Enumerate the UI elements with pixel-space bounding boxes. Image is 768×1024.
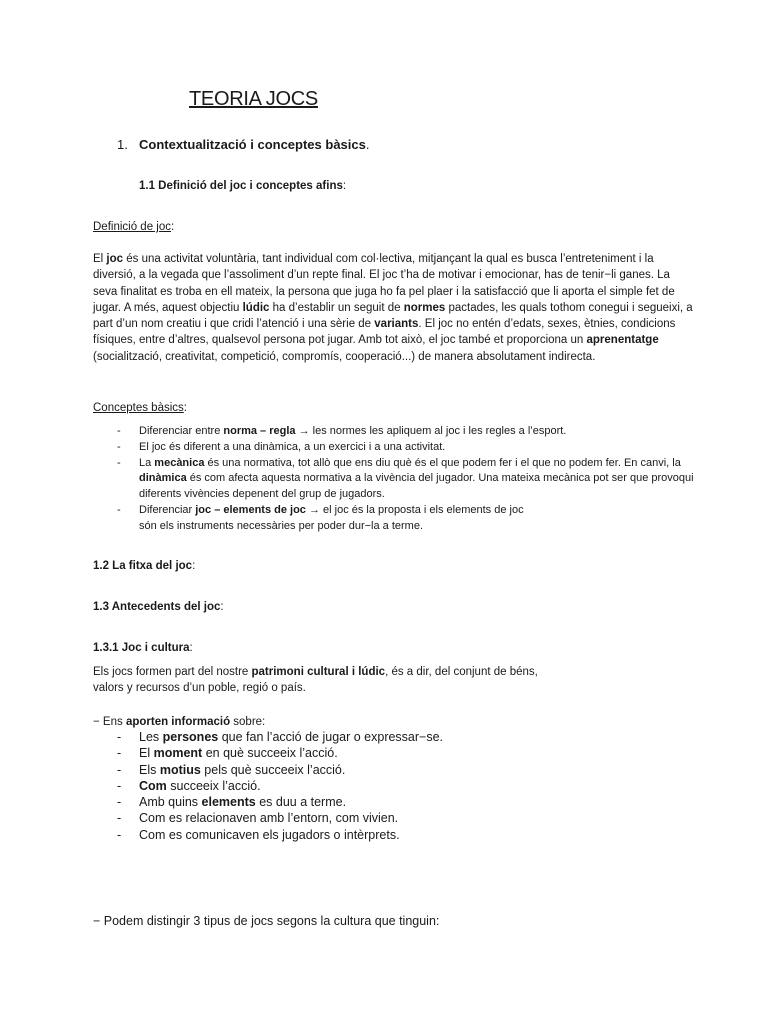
list-item: - El joc és diferent a una dinàmica, a un exercici i a una activitat.: [117, 440, 446, 453]
list-item: - Diferenciar joc – elements de joc → el joc és la proposta i els elements de joc són els instruments necessàries per poder dur−la a terme.: [117, 503, 524, 532]
conceptes-list: [117, 424, 697, 535]
section-1-3-heading: 1.3 Antecedents del joc:: [93, 601, 224, 613]
list-item: - El moment en què succeeix l’acció.: [117, 746, 338, 761]
section-1-1-heading: 1.1 Definició del joc i conceptes afins:: [139, 180, 347, 192]
section-1-title: Contextualització i conceptes bàsics: [139, 137, 366, 152]
cultura-paragraph: Els jocs formen part del nostre patrimoni cultural i lúdic, és a dir, del conjunt de béns, valors y recursos d’un poble, regió o país.: [93, 666, 538, 695]
conceptes-label: Conceptes bàsics:: [93, 402, 187, 414]
section-1-3-1-heading: 1.3.1 Joc i cultura:: [93, 642, 193, 654]
aporten-intro: − Ens aporten informació sobre:: [93, 716, 266, 728]
list-item: - Com es relacionaven amb l’entorn, com vivien.: [117, 811, 399, 826]
distingir-paragraph: − Podem distingir 3 tipus de jocs segons la cultura que tinguin:: [93, 914, 440, 928]
list-item: - La mecànica és una normativa, tot allò que ens diu què és el que podem fer i el que no podem fer. En canvi, la dinàmica és com afecta aquesta normativa a la vivència del jugador. Una mateixa mecànica pot ser que provoqui diferents vivències depenent del grup de jugadors.: [117, 456, 694, 501]
section-1-heading: 1. Contextualització i conceptes bàsics.: [117, 137, 370, 152]
list-item: - Com succeeix l’acció.: [117, 778, 261, 793]
section-1-number: 1.: [117, 137, 128, 152]
section-1-2-heading: 1.2 La fitxa del joc:: [93, 560, 196, 572]
list-item: - Les persones que fan l’acció de jugar o expressar−se.: [117, 730, 444, 744]
list-item: - Els motius pels què succeeix l’acció.: [117, 762, 346, 777]
definicio-label: Definició de joc:: [93, 221, 175, 233]
list-item: - Diferenciar entre norma – regla → les normes les apliquem al joc i les regles a l’esport.: [117, 425, 567, 437]
section-1-1-title: 1.1 Definició del joc i conceptes afins: [139, 180, 343, 192]
list-item: - Amb quins elements es duu a terme.: [117, 795, 347, 810]
document-title: TEORIA JOCS: [189, 88, 318, 110]
aporten-list: [117, 729, 697, 843]
list-item: - Com es comunicaven els jugadors o intèrprets.: [117, 827, 400, 842]
definicio-paragraph: El joc és una activitat voluntària, tant individual com col·lectiva, mitjançant la qual es busca l’entreteniment i la diversió, a la vegada que l’assoliment d’un repte final. El joc t’ha de motivar i emocionar, has de tenir−li ganes. La seva finalitat es troba en ell mateix, la persona que juga ho fa pel plaer i la satisfacció que li aporta el simple fet de jugar. A més, aquest objectiu lúdic ha d’establir un seguit de normes pactades, les quals tothom conegui i segueixi, a part d’un nom creatiu i que cridi l’atenció i una sèrie de variants. El joc no entén d’edats, sexes, ètnies, condicions físiques, entre d’altres, qualsevol persona pot jugar. Amb tot això, el joc també et proporciona un aprenentatge (socialització, creativitat, competició, compromís, cooperació...) de manera absolutament indirecta.: [93, 253, 693, 363]
